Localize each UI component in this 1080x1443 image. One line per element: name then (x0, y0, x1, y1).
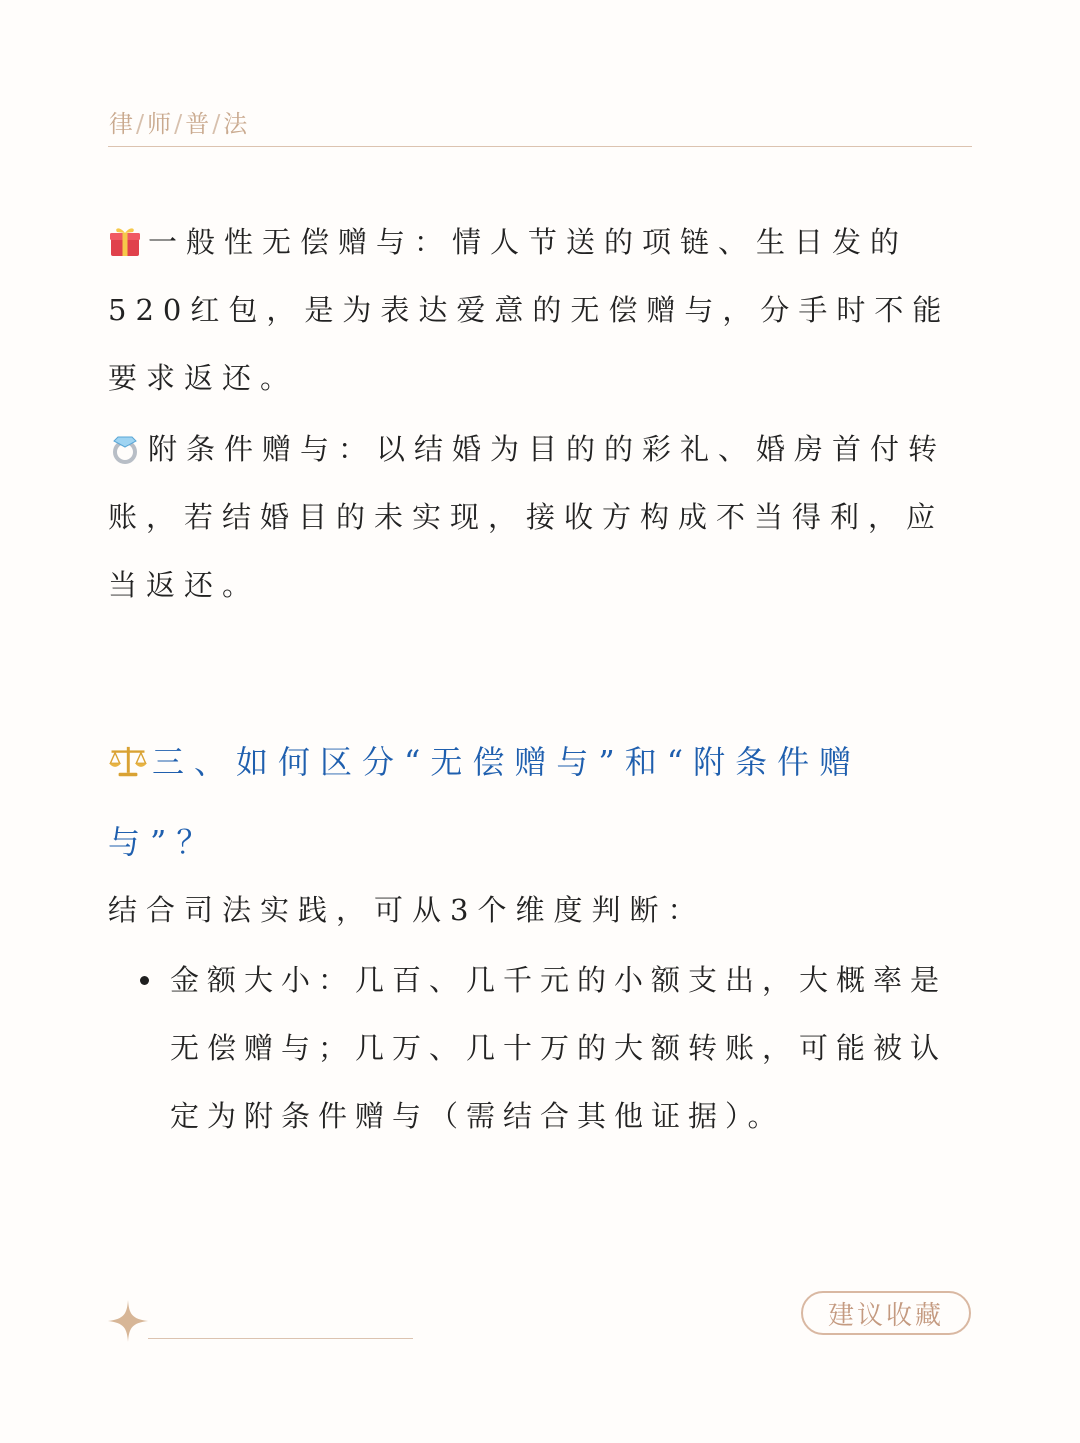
header-divider (108, 146, 972, 147)
header-part: 法 (223, 110, 249, 138)
header-separator: / (174, 110, 184, 138)
gift-icon (108, 224, 142, 258)
list-item (140, 946, 980, 1150)
header-part: 普 (185, 110, 211, 138)
sparkle-icon (108, 1300, 148, 1342)
save-suggestion-button[interactable]: 建议收藏 (801, 1291, 971, 1335)
ring-icon (108, 431, 142, 465)
paragraph-conditional-gift (108, 415, 978, 619)
general-gift-text: 一般性无偿赠与：情人节送的项链、生日发的520红包，是为表达爱意的无偿赠与，分手时不能要求返还。 (108, 225, 951, 395)
header-separator: / (212, 110, 222, 138)
list-item-text: 金额大小：几百、几千元的小额支出，大概率是无偿赠与；几万、几十万的大额转账，可能被认定为附条件赠与（需结合其他证据）。 (170, 963, 948, 1133)
conditional-gift-text: 附条件赠与：以结婚为目的的彩礼、婚房首付转账，若结婚目的未实现，接收方构成不当得利，应当返还。 (108, 432, 947, 602)
section-heading (108, 722, 968, 882)
header-part: 师 (147, 110, 173, 138)
header-title (109, 104, 248, 139)
intro-text: 结合司法实践，可从3个维度判断： (108, 893, 706, 927)
header-part: 律 (109, 110, 134, 138)
footer-divider (148, 1338, 413, 1339)
section-heading-text: 三、如何区分“无偿赠与”和“附条件赠与”？ (108, 743, 862, 861)
bullet-dot (140, 976, 149, 985)
scales-icon (108, 741, 148, 781)
header-separator: / (136, 110, 146, 138)
paragraph-general-gift (108, 208, 978, 412)
